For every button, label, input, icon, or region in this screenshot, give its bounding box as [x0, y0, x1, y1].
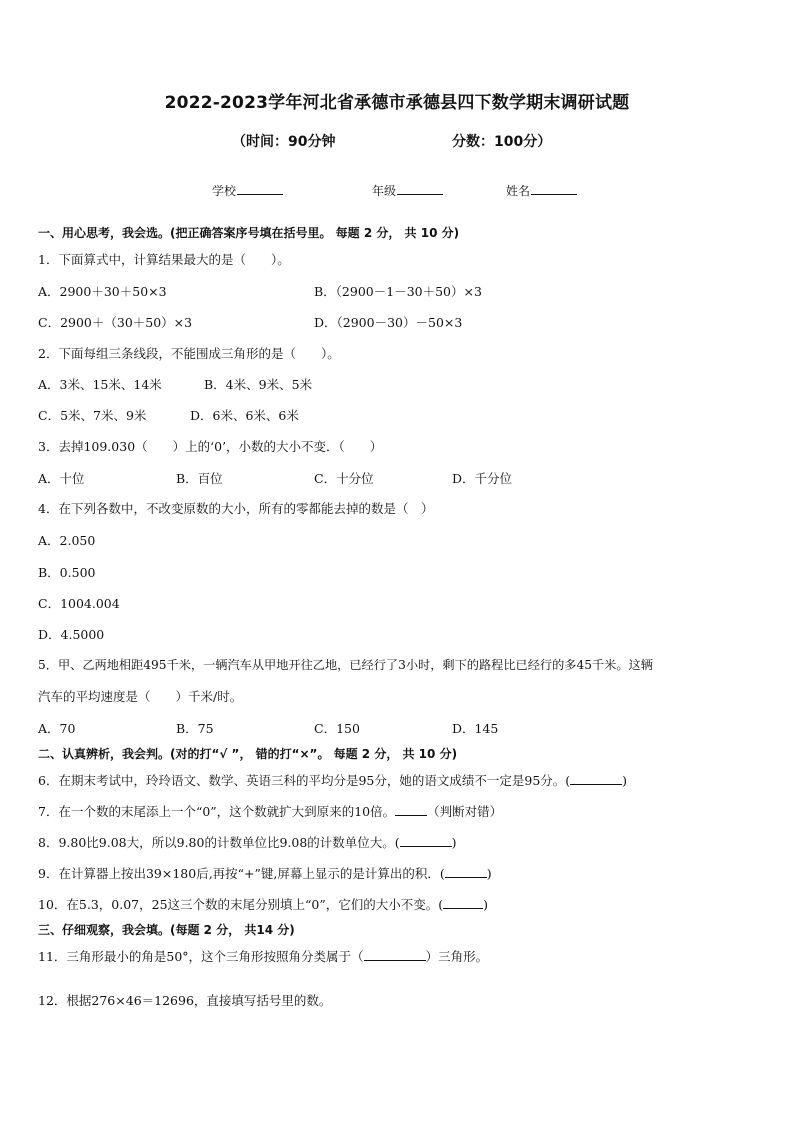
question-7: [38, 802, 502, 820]
q4-option-d: D．4.5000: [38, 627, 105, 642]
q4-option-a: A．2.050: [38, 533, 96, 548]
time-label: （时间：90分钟: [232, 134, 336, 150]
question-12: 12．根据276×46＝12696，直接填写括号里的数。: [38, 993, 332, 1008]
question-5-line1: 5．甲、乙两地相距495千米，一辆汽车从甲地开往乙地，已经行了3小时，剩下的路程比已经行的多45千米。这辆: [38, 658, 653, 672]
question-5-line2: 汽车的平均速度是（ ）千米/时。: [38, 689, 243, 704]
q10-text: 10．在5.3，0.07，25这三个数的末尾分别填上“0”，它们的大小不变。(: [38, 897, 444, 912]
question-8: [38, 833, 457, 851]
q3-option-c: C．十分位: [314, 471, 374, 486]
q9-answer-blank[interactable]: [445, 865, 487, 878]
q5-option-c: C．150: [314, 721, 360, 736]
q7-end: （判断对错）: [427, 804, 503, 819]
q2-option-a: A．3米、15米、14米: [38, 377, 162, 392]
q6-end: ): [622, 773, 628, 788]
q7-answer-blank[interactable]: [395, 803, 427, 816]
name-field: [506, 182, 577, 199]
school-label: 学校: [212, 184, 237, 198]
q2-option-b: B．4米、9米、5米: [204, 377, 313, 392]
q6-answer-blank[interactable]: [570, 772, 622, 785]
question-10: [38, 895, 488, 913]
q1-option-a: A．2900＋30＋50×3: [38, 284, 167, 299]
q7-text: 7．在一个数的末尾添上一个“0”，这个数就扩大到原来的10倍。: [38, 804, 396, 819]
q6-text: 6．在期末考试中，玲玲语文、数学、英语三科的平均分是95分，她的语文成绩不一定是95分。(: [38, 773, 571, 788]
q8-end: ): [451, 835, 457, 850]
q9-text: 9．在计算器上按出39×180后,再按“+”键,屏幕上显示的是计算出的积．(: [38, 866, 445, 881]
q10-answer-blank[interactable]: [443, 896, 483, 909]
section-heading-3: 三、仔细观察，我会填。(每题 2 分， 共14 分): [38, 923, 295, 937]
score-label: 分数：100分）: [452, 134, 552, 150]
page-title: 2022-2023学年河北省承德市承德县四下数学期末调研试题: [164, 93, 630, 113]
question-6: [38, 771, 627, 789]
q5-option-d: D．145: [452, 721, 499, 736]
question-3: 3．去掉109.030（ ）上的‘0’，小数的大小不变．（ ）: [38, 439, 383, 454]
q11-text: 11．三角形最小的角是50°，这个三角形按照角分类属于（: [38, 949, 364, 964]
q3-option-a: A．十位: [38, 471, 85, 486]
q4-option-c: C．1004.004: [38, 596, 120, 611]
question-4: 4．在下列各数中，不改变原数的大小，所有的零都能去掉的数是（ ）: [38, 501, 434, 516]
q10-end: ): [483, 897, 489, 912]
q5-option-b: B．75: [176, 721, 214, 736]
question-1: 1．下面算式中，计算结果最大的是（ ）。: [38, 252, 290, 267]
q1-option-d: D．（2900－30）－50×3: [314, 315, 463, 330]
school-field: [212, 182, 283, 199]
grade-label: 年级: [372, 184, 397, 198]
name-label: 姓名: [506, 184, 531, 198]
school-blank: [237, 182, 283, 195]
q3-option-b: B．百位: [176, 471, 223, 486]
q4-option-b: B．0.500: [38, 565, 96, 580]
question-11: [38, 947, 488, 965]
grade-blank: [397, 182, 443, 195]
q5-option-a: A．70: [38, 721, 76, 736]
q1-option-b: B．（2900－1－30＋50）×3: [314, 284, 482, 299]
question-9: [38, 864, 492, 882]
q11-answer-blank[interactable]: [364, 948, 426, 961]
q3-option-d: D．千分位: [452, 471, 513, 486]
grade-field: [372, 182, 443, 199]
q9-end: ): [486, 866, 492, 881]
question-2: 2．下面每组三条线段，不能围成三角形的是（ ）。: [38, 346, 340, 361]
q1-option-c: C．2900＋（30＋50）×3: [38, 315, 193, 330]
name-blank: [531, 182, 577, 195]
q8-answer-blank[interactable]: [400, 834, 452, 847]
q8-text: 8．9.80比9.08大，所以9.80的计数单位比9.08的计数单位大。(: [38, 835, 400, 850]
q11-end: ）三角形。: [425, 949, 489, 964]
q2-option-d: D．6米、6米、6米: [190, 408, 299, 423]
section-heading-2: 二、认真辨析，我会判。(对的打“√ ”， 错的打“×”。 每题 2 分， 共 10 分): [38, 747, 458, 761]
section-heading-1: 一、用心思考，我会选。(把正确答案序号填在括号里。 每题 2 分， 共 10 分): [38, 226, 460, 240]
q2-option-c: C．5米、7米、9米: [38, 408, 147, 423]
